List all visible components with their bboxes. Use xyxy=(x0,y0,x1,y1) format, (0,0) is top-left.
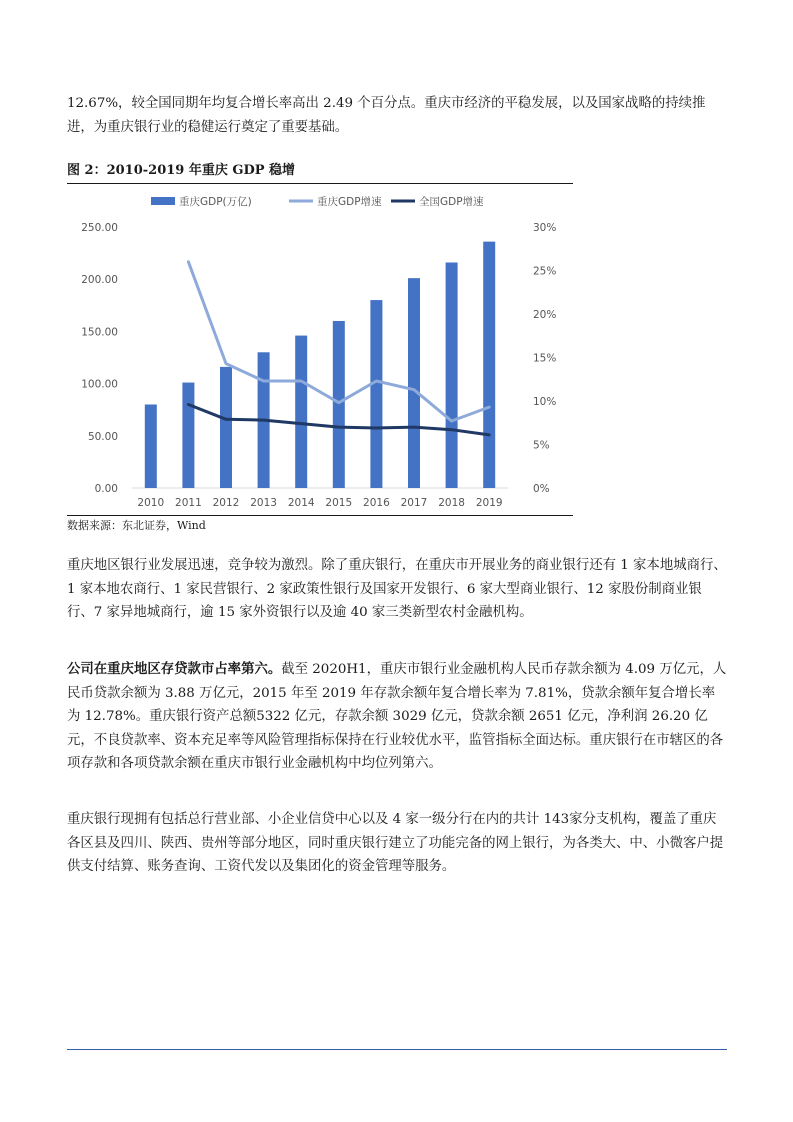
left-tick-label: 200.00 xyxy=(81,274,118,287)
market-share-lead: 公司在重庆地区存贷款市占率第六。 xyxy=(67,661,282,677)
x-tick-label: 2019 xyxy=(475,497,503,509)
legend-label: 重庆GDP(万亿) xyxy=(179,196,252,208)
left-tick-label: 50.00 xyxy=(87,430,118,443)
gdp-bar xyxy=(333,321,345,488)
paragraph-competition: 重庆地区银行业发展迅速，竞争较为激烈。除了重庆银行，在重庆市开展业务的商业银行还有 1 家本地城商行、1 家本地农商行、1 家民营银行、2 家政策性银行及国家开发银行、6 家大型商业银行、12 家股份制商业银行、7 家异地城商行，逾 15 家外资银行以及逾 40 家三类新型农村金融机构。 xyxy=(67,558,727,620)
gdp-bar xyxy=(408,278,420,488)
x-tick-label: 2017 xyxy=(400,497,428,509)
gdp-chart xyxy=(67,185,573,513)
market-share-body: 截至 2020H1，重庆市银行业金融机构人民币存款余额为 4.09 万亿元，人民币贷款余额为 3.88 万亿元，2015 年至 2019 年存款余额年复合增长率为 7.81%，贷款余额年复合增长率为 12.78%。重庆银行资产总额5322 亿元，存款余额 3029 亿元，贷款余额 2651 亿元，净利润 26.20 亿元，不良贷款率、资本充足率等风险管理指标保持在行业较优水平，监管指标全面达标。重庆银行在市辖区的各项存款和各项贷款余额在重庆市银行业金融机构中均位列第六。 xyxy=(67,662,727,771)
x-tick-label: 2012 xyxy=(212,497,240,509)
right-tick-label: 20% xyxy=(533,309,557,321)
left-tick-label: 250.00 xyxy=(81,222,118,234)
x-tick-label: 2010 xyxy=(137,497,165,509)
figure-source: 数据来源：东北证券，Wind xyxy=(67,519,206,532)
right-tick-label: 5% xyxy=(533,439,550,452)
gdp-bar xyxy=(295,336,307,488)
x-axis-ticks xyxy=(137,497,502,509)
left-tick-label: 150.00 xyxy=(81,326,118,339)
right-tick-label: 15% xyxy=(533,352,557,365)
x-tick-label: 2011 xyxy=(175,497,202,509)
left-tick-label: 100.00 xyxy=(81,378,118,391)
gdp-bar xyxy=(483,242,495,488)
right-tick-label: 25% xyxy=(533,265,557,278)
right-tick-label: 0% xyxy=(533,483,550,495)
left-tick-label: 0.00 xyxy=(94,483,118,495)
gdp-bar xyxy=(370,300,382,488)
paragraph-market-share xyxy=(67,658,727,776)
x-tick-label: 2016 xyxy=(363,497,390,509)
intro-paragraph: 12.67%，较全国同期年均复合增长率高出 2.49 个百分点。重庆市经济的平稳发展，以及国家战略的持续推进，为重庆银行业的稳健运行奠定了重要基础。 xyxy=(67,96,706,135)
legend-label: 重庆GDP增速 xyxy=(317,196,382,208)
left-axis-ticks xyxy=(81,222,118,495)
x-tick-label: 2015 xyxy=(325,497,353,509)
figure-top-rule xyxy=(67,183,573,184)
x-tick-label: 2013 xyxy=(250,497,277,509)
gdp-bar xyxy=(145,404,157,488)
figure-bottom-rule xyxy=(67,515,573,516)
gdp-bars xyxy=(145,242,495,488)
right-axis-ticks xyxy=(533,222,556,495)
gdp-bar xyxy=(220,367,232,488)
gdp-bar xyxy=(182,383,194,488)
figure-title: 图 2：2010-2019 年重庆 GDP 稳增 xyxy=(67,163,296,178)
footer-rule xyxy=(67,1049,727,1050)
x-tick-label: 2018 xyxy=(438,497,465,509)
legend-label: 全国GDP增速 xyxy=(419,196,484,208)
right-tick-label: 10% xyxy=(533,396,557,408)
chart-legend xyxy=(151,195,484,208)
gdp-bar xyxy=(446,262,458,488)
x-tick-label: 2014 xyxy=(287,497,315,509)
right-tick-label: 30% xyxy=(533,222,557,234)
paragraph-branches: 重庆银行现拥有包括总行营业部、小企业信贷中心以及 4 家一级分行在内的共计 143家分支机构，覆盖了重庆各区县及四川、陕西、贵州等部分地区，同时重庆银行建立了功能完备的网上银行，为各类大、中、小微客户提供支付结算、账务查询、工资代发以及集团化的资金管理等服务。 xyxy=(67,812,724,874)
legend-swatch-gdp xyxy=(151,197,175,205)
